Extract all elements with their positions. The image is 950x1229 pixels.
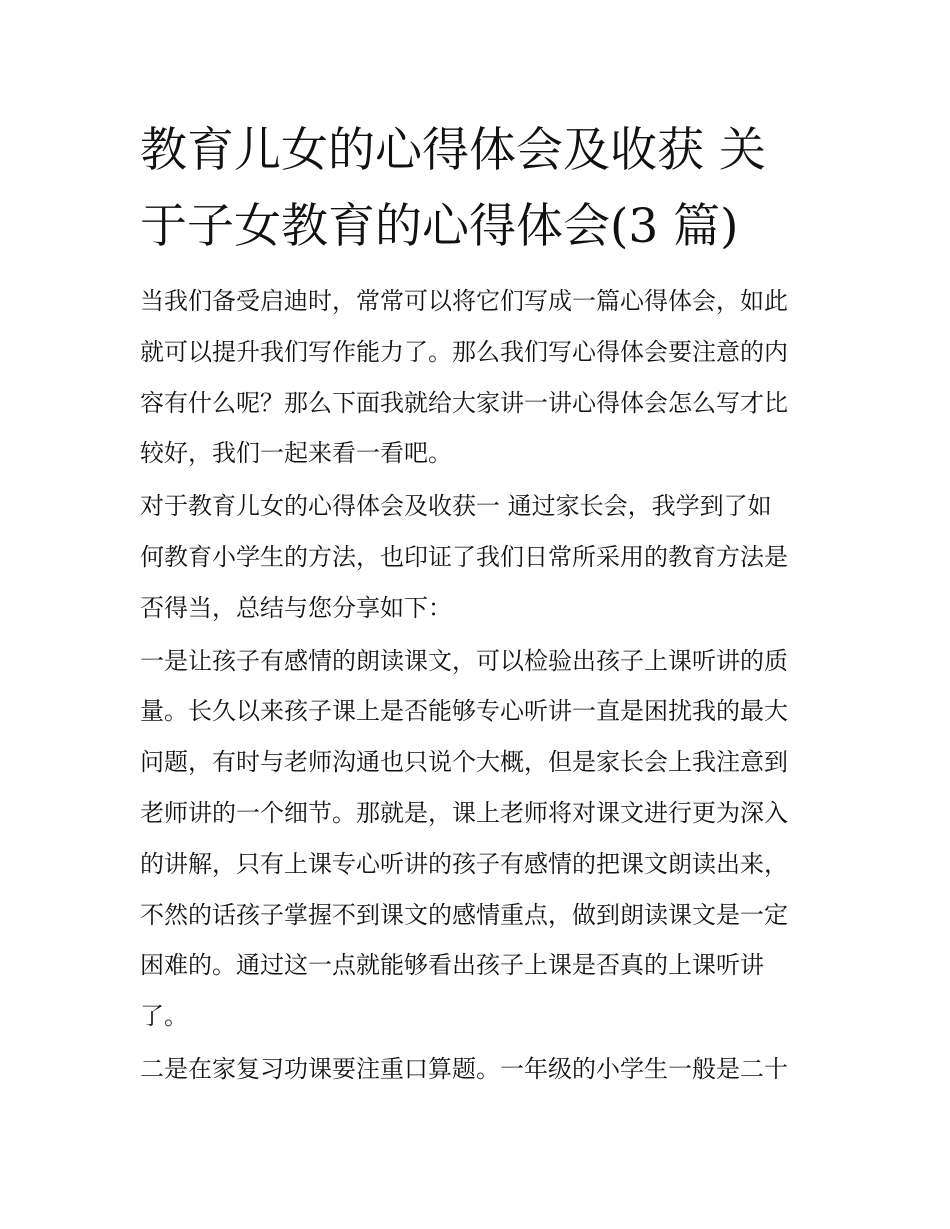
text-line: 较好，我们一起来看一看吧。 (140, 439, 452, 468)
text-line: 否得当，总结与您分享如下： (140, 593, 452, 622)
text-line: 了。 (140, 1002, 188, 1031)
text-line: 就可以提升我们写作能力了。那么我们写心得体会要注意的内 (140, 337, 788, 366)
text-line: 对于教育儿女的心得体会及收获一 通过家长会，我学到了如 (140, 492, 772, 521)
document-title (140, 113, 820, 265)
text-line: 不然的话孩子掌握不到课文的感情重点，做到朗读课文是一定 (140, 900, 788, 929)
text-line: 二是在家复习功课要注重口算题。一年级的小学生一般是二十 (140, 1054, 788, 1083)
text-line: 容有什么呢？那么下面我就给大家讲一讲心得体会怎么写才比 (140, 388, 788, 417)
text-line: 何教育小学生的方法，也印证了我们日常所采用的教育方法是 (140, 542, 788, 571)
text-line: 困难的。通过这一点就能够看出孩子上课是否真的上课听讲 (140, 951, 764, 980)
title-line-2: 于子女教育的心得体会(3 篇) (140, 199, 739, 254)
paragraph-section-one (140, 481, 830, 633)
text-line: 一是让孩子有感情的朗读课文，可以检验出孩子上课听讲的质 (140, 646, 788, 675)
text-line: 问题，有时与老师沟通也只说个大概，但是家长会上我注意到 (140, 748, 788, 777)
text-line: 当我们备受启迪时，常常可以将它们写成一篇心得体会，如此 (140, 287, 788, 315)
title-line-1: 教育儿女的心得体会及收获 关 (140, 123, 766, 178)
text-line: 老师讲的一个细节。那就是，课上老师将对课文进行更为深入 (140, 798, 788, 827)
paragraph-point-one (140, 636, 830, 1042)
paragraph-intro (140, 276, 830, 479)
document-body (140, 276, 830, 1097)
text-line: 量。长久以来孩子课上是否能够专心听讲一直是困扰我的最大 (140, 697, 788, 726)
paragraph-point-two (140, 1044, 830, 1095)
text-line: 的讲解，只有上课专心听讲的孩子有感情的把课文朗读出来， (140, 849, 788, 878)
